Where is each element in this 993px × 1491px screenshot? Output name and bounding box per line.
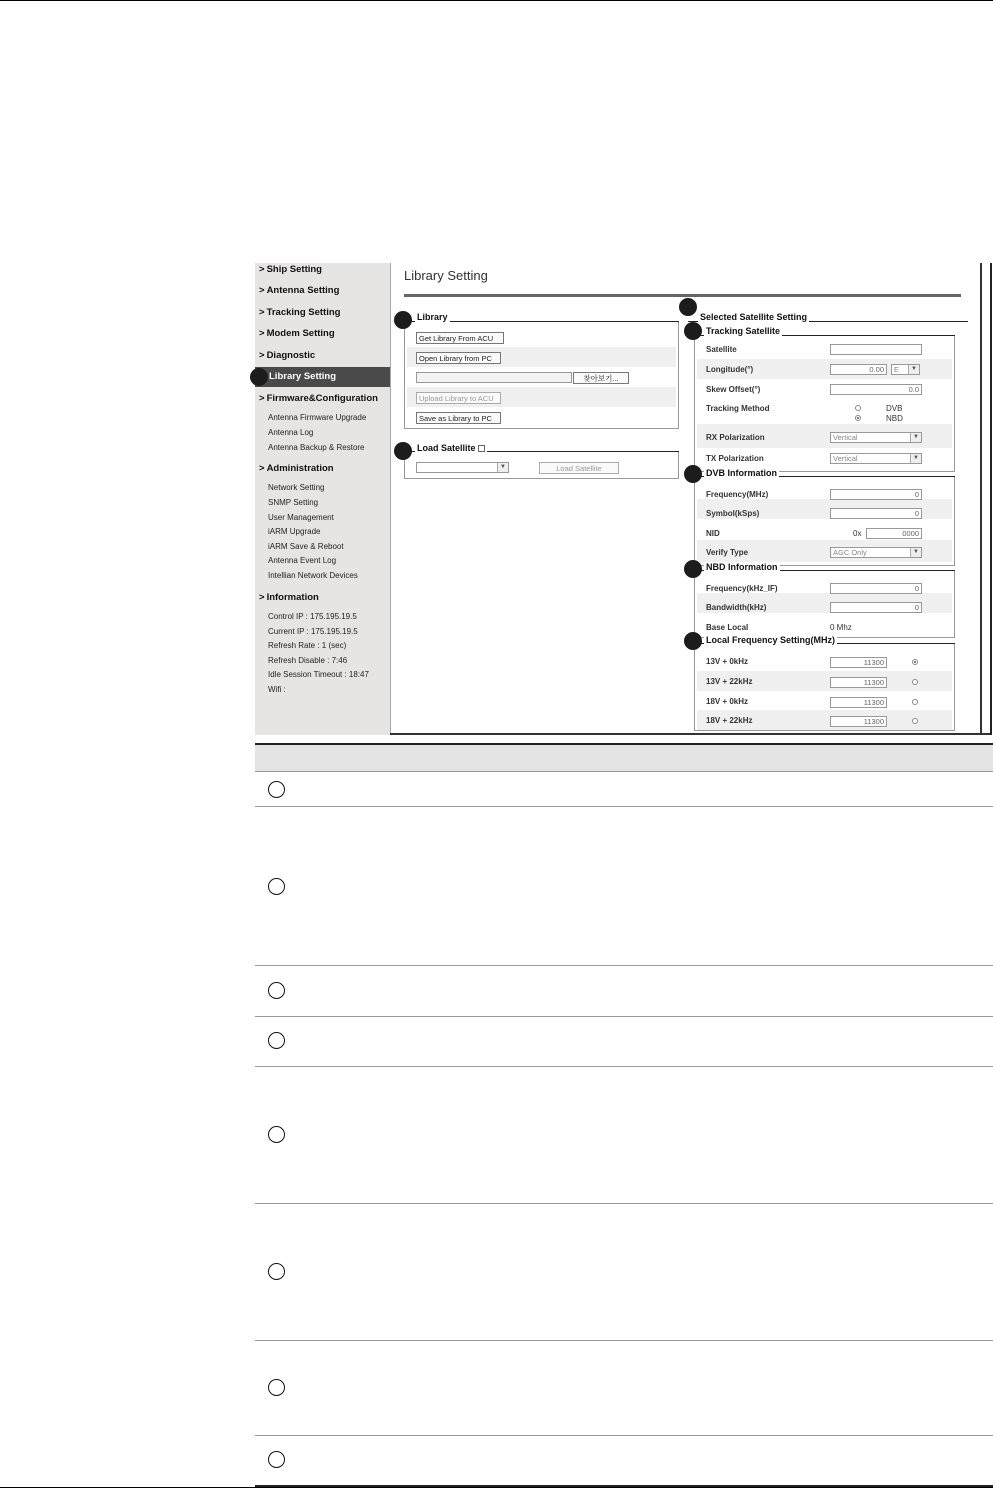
- library-legend: Library: [417, 312, 448, 322]
- load-satellite-panel: [404, 451, 679, 479]
- callout-marker: [679, 298, 697, 316]
- satellite-label: Satellite: [706, 345, 737, 354]
- dropdown-arrow-icon: ▼: [497, 463, 508, 472]
- info-refresh-rate: Refresh Rate : 1 (sec): [268, 641, 347, 650]
- dvb-information-panel: [694, 476, 955, 566]
- local-row-input[interactable]: 11300: [830, 716, 887, 727]
- sidebar-sub-network-devices[interactable]: Intellian Network Devices: [268, 571, 358, 580]
- local-row-label: 18V + 22kHz: [706, 716, 753, 725]
- get-library-button[interactable]: Get Library From ACU: [416, 332, 504, 344]
- chevron-right-icon: >: [259, 307, 265, 318]
- nid-input[interactable]: 0000: [866, 528, 922, 539]
- callout-marker: [394, 442, 412, 460]
- library-panel: [404, 321, 679, 429]
- table-row: [255, 1067, 993, 1204]
- sidebar-item-modem-setting[interactable]: > Modem Setting: [259, 328, 335, 339]
- tracking-method-label: Tracking Method: [706, 404, 770, 413]
- nbd-information-panel: [694, 570, 955, 638]
- load-satellite-legend: Load Satellite: [415, 443, 487, 453]
- local-row-label: 13V + 0kHz: [706, 657, 749, 666]
- title-divider: [404, 294, 961, 297]
- callout-marker: [684, 322, 702, 340]
- nid-prefix: 0x: [853, 529, 862, 538]
- table-row: [255, 966, 993, 1017]
- longitude-direction-select[interactable]: E ▼: [891, 364, 920, 375]
- callout-marker: [394, 311, 412, 329]
- dvb-information-legend: DVB Information: [706, 468, 777, 478]
- dropdown-arrow-icon: ▼: [910, 454, 921, 463]
- bandwidth-label: Bandwidth(kHz): [706, 603, 767, 612]
- nbd-frequency-label: Frequency(kHz_IF): [706, 584, 778, 593]
- nbd-radio[interactable]: [855, 415, 861, 421]
- dvb-frequency-input[interactable]: 0: [830, 489, 922, 500]
- row-number-circle: [268, 781, 285, 798]
- table-row: [255, 1204, 993, 1341]
- screenshot-frame: [255, 263, 993, 735]
- base-local-label: Base Local: [706, 623, 749, 632]
- dvb-option-label: DVB: [886, 404, 903, 413]
- nbd-option-label: NBD: [886, 414, 903, 423]
- chevron-right-icon: >: [259, 285, 265, 296]
- row-number-circle: [268, 1126, 285, 1143]
- row-number-circle: [268, 1032, 285, 1049]
- nid-label: NID: [706, 529, 720, 538]
- sidebar-sub-firmware-upgrade[interactable]: Antenna Firmware Upgrade: [268, 413, 367, 422]
- chevron-right-icon: >: [259, 393, 265, 404]
- verify-type-select[interactable]: AGC Only ▼: [830, 547, 922, 558]
- satellite-input[interactable]: [830, 344, 922, 355]
- sidebar-item-information[interactable]: > Information: [259, 592, 319, 603]
- sidebar-sub-backup-restore[interactable]: Antenna Backup & Restore: [268, 443, 365, 452]
- table-row: [255, 1436, 993, 1487]
- tracking-satellite-panel: [694, 335, 955, 472]
- upload-library-button[interactable]: Upload Library to ACU: [416, 392, 501, 404]
- table-row: [255, 807, 993, 966]
- table-row: [255, 772, 993, 807]
- info-current-ip: Current IP : 175.195.19.5: [268, 627, 358, 636]
- chevron-right-icon: >: [259, 463, 265, 474]
- sidebar-sub-antenna-event-log[interactable]: Antenna Event Log: [268, 556, 337, 565]
- sidebar-sub-snmp-setting[interactable]: SNMP Setting: [268, 498, 319, 507]
- dropdown-arrow-icon: ▼: [910, 433, 921, 442]
- sidebar-item-tracking-setting[interactable]: > Tracking Setting: [259, 307, 341, 318]
- content-left-border: [390, 263, 391, 735]
- content-bottom-border: [390, 733, 990, 735]
- nbd-frequency-input[interactable]: 0: [830, 583, 922, 594]
- sidebar-sub-network-setting[interactable]: Network Setting: [268, 483, 325, 492]
- sidebar-item-firmware-configuration[interactable]: > Firmware&Configuration: [259, 393, 378, 404]
- info-refresh-disable: Refresh Disable : 7:46: [268, 656, 348, 665]
- load-satellite-checkbox[interactable]: [478, 445, 485, 452]
- content-right-border: [980, 263, 982, 735]
- tracking-satellite-legend: Tracking Satellite: [706, 326, 781, 336]
- local-row-radio[interactable]: [912, 699, 918, 705]
- tx-polarization-select[interactable]: Vertical ▼: [830, 453, 922, 464]
- table-row: [255, 1341, 993, 1436]
- dvb-radio[interactable]: [855, 405, 861, 411]
- local-row-label: 18V + 0kHz: [706, 697, 749, 706]
- local-row-input[interactable]: 11300: [830, 677, 887, 688]
- local-row-label: 13V + 22kHz: [706, 677, 753, 686]
- dropdown-arrow-icon: ▼: [908, 365, 919, 374]
- tx-polarization-label: TX Polarization: [706, 454, 764, 463]
- open-library-button[interactable]: Open Library from PC: [416, 352, 501, 364]
- sidebar-item-diagnostic[interactable]: > Diagnostic: [259, 350, 316, 361]
- row-number-circle: [268, 1379, 285, 1396]
- sidebar-item-administration[interactable]: > Administration: [259, 463, 334, 474]
- row-number-circle: [268, 1451, 285, 1468]
- info-idle-timeout: Idle Session Timeout : 18:47: [268, 670, 369, 679]
- top-rule: [0, 0, 993, 1]
- load-satellite-button[interactable]: Load Satellite: [539, 462, 619, 474]
- rx-polarization-select[interactable]: Vertical ▼: [830, 432, 922, 443]
- chevron-right-icon: >: [259, 328, 265, 339]
- base-local-value: 0 Mhz: [830, 623, 852, 632]
- satellite-select[interactable]: [416, 462, 509, 473]
- save-library-button[interactable]: Save as Library to PC: [416, 412, 501, 424]
- row-number-circle: [268, 982, 285, 999]
- verify-type-label: Verify Type: [706, 548, 749, 557]
- row-number-circle: [268, 878, 285, 895]
- local-row-radio[interactable]: [912, 718, 918, 724]
- sidebar-item-ship-setting[interactable]: > Ship Setting: [259, 264, 322, 275]
- skew-offset-label: Skew Offset(°): [706, 385, 761, 394]
- info-wifi: Wifi :: [268, 685, 286, 694]
- skew-offset-input[interactable]: 0.0: [830, 384, 922, 395]
- symbol-rate-input[interactable]: 0: [830, 508, 922, 519]
- longitude-label: Longitude(°): [706, 365, 754, 374]
- local-row-input[interactable]: 11300: [830, 697, 887, 708]
- sidebar-sub-iarm-upgrade[interactable]: iARM Upgrade: [268, 527, 321, 536]
- sidebar-sub-antenna-log[interactable]: Antenna Log: [268, 428, 314, 437]
- callout-marker: [250, 368, 268, 386]
- sidebar-sub-iarm-save-reboot[interactable]: iARM Save & Reboot: [268, 542, 344, 551]
- dvb-frequency-label: Frequency(MHz): [706, 490, 769, 499]
- chevron-right-icon: >: [259, 350, 265, 361]
- local-frequency-panel: [694, 643, 955, 731]
- symbol-rate-label: Symbol(kSps): [706, 509, 760, 518]
- table-header: [255, 743, 993, 772]
- row-number-circle: [268, 1263, 285, 1280]
- sidebar-item-antenna-setting[interactable]: > Antenna Setting: [259, 285, 340, 296]
- callout-marker: [684, 560, 702, 578]
- file-path-input[interactable]: [416, 372, 572, 383]
- sidebar: [255, 263, 390, 735]
- local-frequency-legend: Local Frequency Setting(MHz): [706, 635, 836, 645]
- table-row: [255, 1017, 993, 1067]
- outer-right-border: [990, 263, 992, 735]
- sidebar-item-library-setting[interactable]: Library Setting: [255, 367, 390, 387]
- longitude-input[interactable]: 0.00: [830, 364, 887, 375]
- info-control-ip: Control IP : 175.195.19.5: [268, 612, 357, 621]
- chevron-right-icon: >: [259, 592, 265, 603]
- page-title: Library Setting: [404, 268, 488, 283]
- rx-polarization-label: RX Polarization: [706, 433, 765, 442]
- selected-satellite-legend: Selected Satellite Setting: [700, 312, 808, 322]
- local-row-radio[interactable]: [912, 659, 918, 665]
- bandwidth-input[interactable]: 0: [830, 602, 922, 613]
- local-row-radio[interactable]: [912, 679, 918, 685]
- dropdown-arrow-icon: ▼: [910, 548, 921, 557]
- bottom-rule: [0, 1487, 993, 1488]
- local-row-input[interactable]: 11300: [830, 657, 887, 668]
- callout-marker: [684, 632, 702, 650]
- browse-button[interactable]: 찾아보기...: [573, 372, 629, 384]
- callout-marker: [684, 465, 702, 483]
- sidebar-sub-user-management[interactable]: User Management: [268, 513, 334, 522]
- nbd-information-legend: NBD Information: [706, 562, 778, 572]
- chevron-right-icon: >: [259, 264, 265, 275]
